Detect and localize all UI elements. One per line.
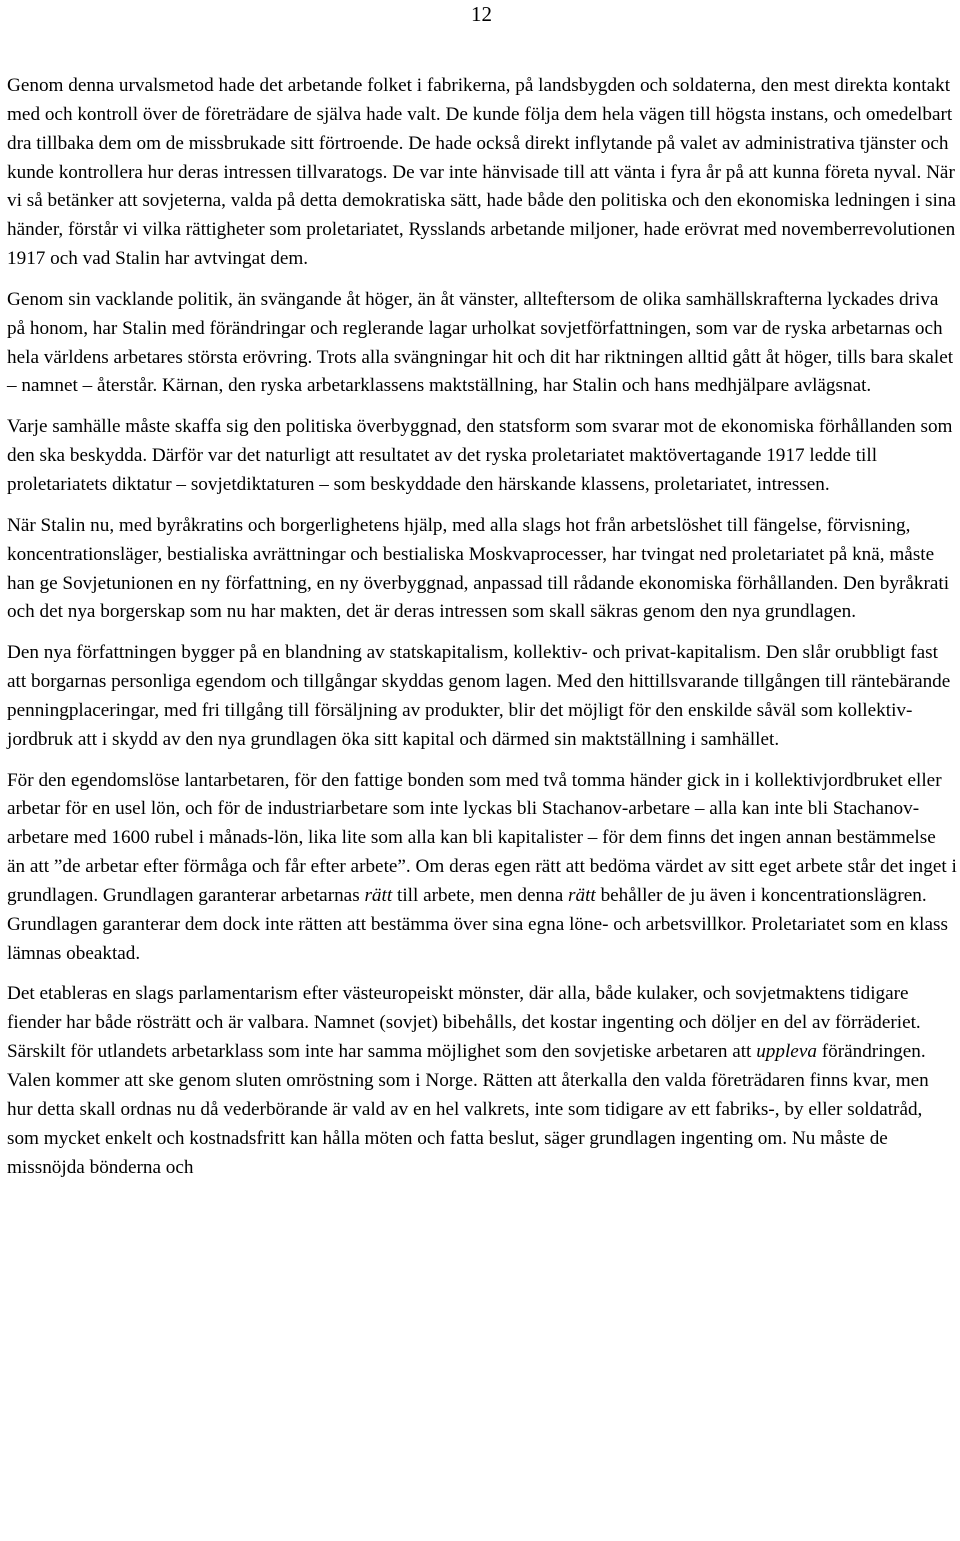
paragraph-text: Genom denna urvalsmetod hade det arbetande folket i fabrikerna, på landsbygden och soldaterna, den mest direkta kontakt med och kontroll över de företrädare de själva hade valt. De kunde följa dem hela vägen till högsta instans, och omedelbart dra tillbaka dem om de missbrukade sitt förtroende. De hade också direkt inflytande på valet av administrativa tjänster och kunde kontrollera hur deras intressen tillvaratogs. De var inte hänvisade till att vänta i fyra år på att kunna företa nyval. När vi så betänker att sovjeterna, valda på detta demokratiska sätt, hade både den politiska och den ekonomiska ledningen i sina händer, förstår vi vilka rättigheter som proletariatet, Rysslands arbetande miljoner, hade erövrat med novemberrevolutionen 1917 och vad Stalin har avtvingat dem.: [7, 75, 956, 270]
paragraph-text: Genom sin vacklande politik, än svängande åt höger, än åt vänster, allteftersom de olika samhällskrafterna lyckades driva på honom, har Stalin med förändringar och reglerande lagar urholkat sovjetförfattningen, som var de ryska arbetarnas och hela världens arbetares största erövring. Trots alla svängningar hit och dit har riktningen alltid gått åt höger, tills bara skalet – namnet – återstår. Kärnan, den ryska arbetarklassens maktställning, har Stalin och hans medhjälpare avlägsnat.: [7, 288, 954, 397]
paragraph: [7, 639, 957, 754]
paragraph: [7, 512, 957, 627]
paragraph-text: Det etableras en slags parlamentarism efter västeuropeiskt mönster, där alla, både kulaker, och sovjetmaktens tidigare fiender har både rösträtt och är valbara. Namnet (sovjet) bibehålls, det kostar ingenting och döljer en del av förräderiet. Särskilt för utlandets arbetarklass som inte har samma möjlighet som den sovjetiske arbetaren att: [7, 983, 921, 1063]
paragraph-text: Varje samhälle måste skaffa sig den politiska överbyggnad, den statsform som svarar mot de ekonomiska förhållanden som den ska beskydda. Därför var det naturligt att resultatet av det ryska proletariatet maktövertagande 1917 ledde till proletariatets diktatur – sovjetdiktaturen – som beskyddade den härskande klassens, proletariatet, intressen.: [7, 416, 953, 495]
paragraph: [7, 286, 957, 401]
paragraph: [7, 72, 957, 274]
paragraph-text: När Stalin nu, med byråkratins och borgerlighetens hjälp, med alla slags hot från arbetslöshet till fängelse, förvisning, koncentrationsläger, bestialiska avrättningar och bestialiska Moskvaprocesser, har tvingat ned proletariatet på knä, måste han ge Sovjetunionen en ny författning, en ny överbyggnad, anpassad till rådande ekonomiska förhållanden. Den byråkrati och det nya borgerskap som nu har makten, det är deras intressen som skall säkras genom den nya grundlagen.: [7, 514, 950, 623]
paragraph-text: behåller de ju även i koncentrationslägren. Grundlagen garanterar dem dock inte rätten att bestämma över sina egna löne- och arbetsvillkor. Proletariatet som en klass lämnas obeaktad.: [7, 884, 948, 964]
paragraph-text: Den nya författningen bygger på en blandning av statskapitalism, kollektiv- och privat-kapitalism. Den slår orubbligt fast att borgarnas personliga egendom och tillgångar skyddas genom lagen. Med den hittillsvarande tillgången till räntebärande penningplaceringar, med fri tillgång till försäljning av produkter, blir det möjligt för den enskilde såväl som kollektiv-jordbruk att i skydd av den nya grundlagen öka sitt kapital och därmed sin maktställning i samhället.: [7, 642, 951, 750]
paragraph-text: För den egendomslöse lantarbetaren, för den fattige bonden som med två tomma händer gick in i kollektivjordbruket eller arbetar för en usel lön, och för de industriarbetare som inte lyckas bli Stachanov-arbetare – alla kan inte bli Stachanov-arbetare med 1600 rubel i månads-lön, lika lite som alla kan bli kapitalister – för dem finns det ingen annan bestämmelse än att ”de arbetar efter förmåga och får efter arbete”. Om deras egen rätt att bedöma värdet av sitt eget arbete står det inget i grundlagen. Grundlagen garanterar arbetarnas: [7, 769, 957, 906]
page-number: 12: [471, 2, 492, 26]
italic-emphasis: uppleva: [756, 1041, 817, 1063]
paragraph-text: till arbete, men denna: [392, 884, 569, 906]
paragraph: [7, 413, 957, 500]
document-body: [7, 72, 957, 1194]
paragraph: [7, 767, 957, 969]
paragraph-text: förändringen. Valen kommer att ske genom sluten omröstning som i Norge. Rätten att återkalla den valda företrädaren finns kvar, men hur detta skall ordnas nu då vederbörande är vald av en hel valkrets, inte som tidigare av ett fabriks-, by eller soldatråd, som mycket enkelt och kostnadsfritt kan hålla möten och fatta beslut, säger grundlagen ingenting om. Nu måste de missnöjda bönderna och: [7, 1041, 929, 1178]
italic-emphasis: rätt: [568, 884, 596, 906]
paragraph: [7, 980, 957, 1182]
italic-emphasis: rätt: [364, 884, 393, 906]
